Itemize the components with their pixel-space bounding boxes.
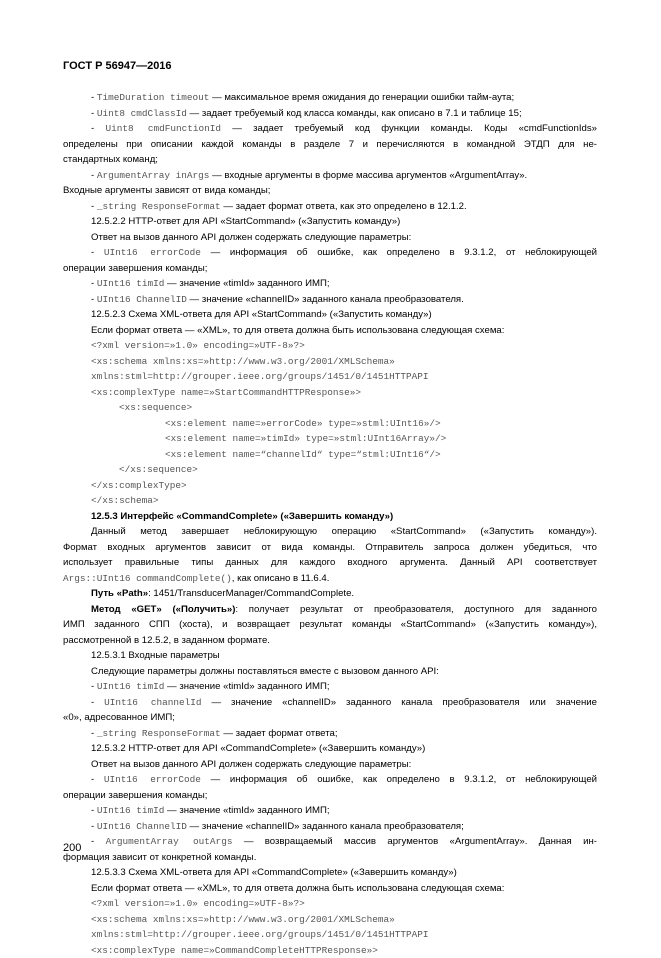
text-run: определены при описании каждой команды в разделе 7 и перечисляются в командной ЭТДП для не- [63, 139, 597, 150]
text-run: — информация об ошибке, как определено в 9.3.1.2, от неблокирующей [201, 774, 597, 785]
text-run: - [91, 697, 104, 708]
text-line [63, 400, 597, 416]
text-run: - [91, 201, 97, 212]
text-run: — возвращаемый массив аргументов «ArgumentArray». Данная ин- [232, 836, 597, 847]
text-line [63, 834, 597, 850]
code-text: xmlns:stml=http://grouper.ieee.org/groups/1451/0/1451HTTPAPI [91, 929, 429, 940]
text-run: 12.5.3.1 Входные параметры [91, 650, 220, 661]
text-line [63, 90, 597, 106]
text-run: — задает формат ответа; [221, 728, 338, 739]
text-run: , как описано в 11.6.4. [232, 573, 330, 584]
text-run: Формат входных аргументов зависит от вида команды. Отправитель запроса должен убедиться, что [63, 542, 597, 553]
code-text: </xs:complexType> [91, 480, 187, 491]
code-text: xmlns:stml=http://grouper.ieee.org/groups/1451/0/1451HTTPAPI [91, 371, 429, 382]
code-text: Args::UInt16 commandComplete() [63, 573, 232, 584]
text-run: — информация об ошибке, как определено в 9.3.1.2, от неблокирующей [201, 247, 597, 258]
text-run: - [91, 92, 97, 103]
text-run: - [91, 681, 97, 692]
text-line [63, 586, 597, 602]
text-line [63, 772, 597, 788]
text-line [63, 757, 597, 773]
text-run: Ответ на вызов данного API должен содержать следующие параметры: [91, 759, 411, 770]
text-run: - [91, 108, 97, 119]
text-run: - [91, 294, 97, 305]
page-number: 200 [63, 842, 81, 854]
text-line [63, 633, 597, 649]
text-line [63, 726, 597, 742]
text-run: — задает требуемый код класса команды, как описано в 7.1 и таблице 15; [187, 108, 522, 119]
text-line [63, 571, 597, 587]
text-line [63, 540, 597, 556]
text-run: 12.5.2.3 Схема XML-ответа для API «StartCommand» («Запустить команду») [91, 309, 432, 320]
text-line [63, 478, 597, 494]
code-text: <xs:complexType name=»CommandCompleteHTTPResponse»> [91, 945, 378, 956]
text-run: стандартных команд; [63, 154, 158, 165]
text-run: — задает формат ответа, как это определено в 12.1.2. [221, 201, 467, 212]
code-text: UInt16 timId [97, 278, 165, 289]
text-line [63, 106, 597, 122]
text-run: ИМП заданного СПП (хоста), и возвращает результат команды «StartCommand» («Запустить команду»), [63, 619, 597, 630]
text-run: - [91, 728, 97, 739]
code-text: TimeDuration timeout [97, 92, 210, 103]
text-run: - [91, 805, 97, 816]
text-line [63, 850, 597, 866]
text-line [63, 788, 597, 804]
text-run: — значение «timId» заданного ИМП; [164, 805, 329, 816]
code-text: UInt16 timId [97, 681, 165, 692]
text-run: - [91, 123, 105, 134]
text-line [63, 896, 597, 912]
text-line [63, 354, 597, 370]
text-run: — значение «timId» заданного ИМП; [164, 681, 329, 692]
text-run: Данный метод завершает неблокирующую операцию «StartCommand» («Запустить команду»). [91, 526, 597, 537]
code-text: <xs:element name=»errorCode» type=»stml:UInt16»/> [165, 418, 441, 429]
text-run: — значение «channelID» заданного канала преобразователя; [187, 821, 464, 832]
code-text: </xs:schema> [91, 495, 159, 506]
text-run: - [91, 821, 97, 832]
text-run: Метод «GET» («Получить») [91, 604, 235, 615]
text-line [63, 369, 597, 385]
text-line [63, 168, 597, 184]
text-run: Если формат ответа — «XML», то для ответа должна быть использована следующая схема: [91, 325, 504, 336]
code-text: UInt16 errorCode [104, 247, 201, 258]
code-text: <xs:schema xmlns:xs=»http://www.w3.org/2001/XMLSchema» [91, 914, 395, 925]
text-run: Входные аргументы зависят от вида команды; [63, 185, 270, 196]
text-line [63, 307, 597, 323]
text-line [63, 245, 597, 261]
text-run: Если формат ответа — «XML», то для ответа должна быть использована следующая схема: [91, 883, 504, 894]
text-line [63, 431, 597, 447]
text-run: Путь «Path» [91, 588, 148, 599]
code-text: UInt16 channelId [104, 697, 201, 708]
text-run: 12.5.3.3 Схема XML-ответа для API «CommandComplete» («Завершить команду») [91, 867, 457, 878]
text-line [63, 648, 597, 664]
text-run: : получает результат от преобразователя, доступного для заданного [235, 604, 597, 615]
text-line [63, 679, 597, 695]
text-line [63, 416, 597, 432]
text-line [63, 261, 597, 277]
text-run: — входные аргументы в форме массива аргументов «ArgumentArray». [209, 170, 527, 181]
code-text: Uint8 cmdFunctionId [105, 123, 221, 134]
code-text: Uint8 cmdClassId [97, 108, 187, 119]
text-line [63, 881, 597, 897]
text-run: — задает требуемый код функции команды. Коды «cmdFunctionIds» [221, 123, 597, 134]
text-line [63, 462, 597, 478]
text-line [63, 152, 597, 168]
text-line [63, 664, 597, 680]
text-run: - [91, 836, 106, 847]
code-text: UInt16 timId [97, 805, 165, 816]
text-run: 12.5.2.2 HTTP-ответ для API «StartCommand» («Запустить команду») [91, 216, 400, 227]
text-run: - [91, 278, 97, 289]
text-run: — максимальное время ожидания до генерации ошибки тайм-аута; [209, 92, 514, 103]
code-text: <xs:sequence> [119, 402, 192, 413]
text-line [63, 555, 597, 571]
document-header: ГОСТ Р 56947—2016 [63, 60, 172, 72]
text-line [63, 121, 597, 137]
text-line [63, 183, 597, 199]
text-run: операции завершения команды; [63, 263, 207, 274]
code-text: ArgumentArray outArgs [106, 836, 233, 847]
text-line [63, 447, 597, 463]
text-run: Следующие параметры должны поставляться вместе с вызовом данного API: [91, 666, 439, 677]
text-run: : 1451/TransducerManager/CommandComplete. [148, 588, 354, 599]
text-line [63, 509, 597, 525]
text-line [63, 276, 597, 292]
code-text: UInt16 errorCode [104, 774, 201, 785]
text-line [63, 323, 597, 339]
text-run: — значение «channelID» заданного канала преобразователя или значение [202, 697, 598, 708]
code-text: <xs:element name=»timId» type=»stml:UInt16Array»/> [165, 433, 446, 444]
text-run: «0», адресованное ИМП; [63, 712, 175, 723]
text-line [63, 943, 597, 958]
text-run: формация зависит от конкретной команды. [63, 852, 256, 863]
text-line [63, 338, 597, 354]
code-text: <xs:schema xmlns:xs=»http://www.w3.org/2001/XMLSchema» [91, 356, 395, 367]
text-run: - [91, 170, 97, 181]
text-run: — значение «timId» заданного ИМП; [164, 278, 329, 289]
code-text: UInt16 ChannelID [97, 821, 187, 832]
code-text: ArgumentArray inArgs [97, 170, 210, 181]
text-line [63, 214, 597, 230]
text-line [63, 710, 597, 726]
text-line [63, 137, 597, 153]
text-run: — значение «channelID» заданного канала преобразователя. [187, 294, 464, 305]
text-line [63, 493, 597, 509]
text-line [63, 695, 597, 711]
text-line [63, 524, 597, 540]
text-line [63, 865, 597, 881]
code-text: _string ResponseFormat [97, 201, 221, 212]
text-run: использует правильные типы данных для каждого входного аргумента. Данный API соответствует [63, 557, 597, 568]
text-run: Ответ на вызов данного API должен содержать следующие параметры: [91, 232, 411, 243]
document-body [63, 90, 597, 958]
text-run: рассмотренной в 12.5.2, в заданном формате. [63, 635, 270, 646]
text-line [63, 617, 597, 633]
code-text: <xs:complexType name=»StartCommandHTTPResponse»> [91, 387, 361, 398]
text-line [63, 602, 597, 618]
text-run: - [91, 774, 104, 785]
code-text: </xs:sequence> [119, 464, 198, 475]
text-line [63, 819, 597, 835]
text-line [63, 385, 597, 401]
text-run: операции завершения команды; [63, 790, 207, 801]
code-text: _string ResponseFormat [97, 728, 221, 739]
text-line [63, 292, 597, 308]
text-run: - [91, 247, 104, 258]
text-run: 12.5.3 Интерфейс «CommandComplete» («Завершить команду») [91, 511, 393, 522]
text-run: 12.5.3.2 HTTP-ответ для API «CommandComplete» («Завершить команду») [91, 743, 425, 754]
code-text: <?xml version=»1.0» encoding=»UTF-8»?> [91, 340, 305, 351]
code-text: UInt16 ChannelID [97, 294, 187, 305]
text-line [63, 199, 597, 215]
text-line [63, 803, 597, 819]
code-text: <?xml version=»1.0» encoding=»UTF-8»?> [91, 898, 305, 909]
text-line [63, 230, 597, 246]
text-line [63, 741, 597, 757]
code-text: <xs:element name=“channelId“ type=“stml:UInt16“/> [165, 449, 441, 460]
text-line [63, 912, 597, 928]
